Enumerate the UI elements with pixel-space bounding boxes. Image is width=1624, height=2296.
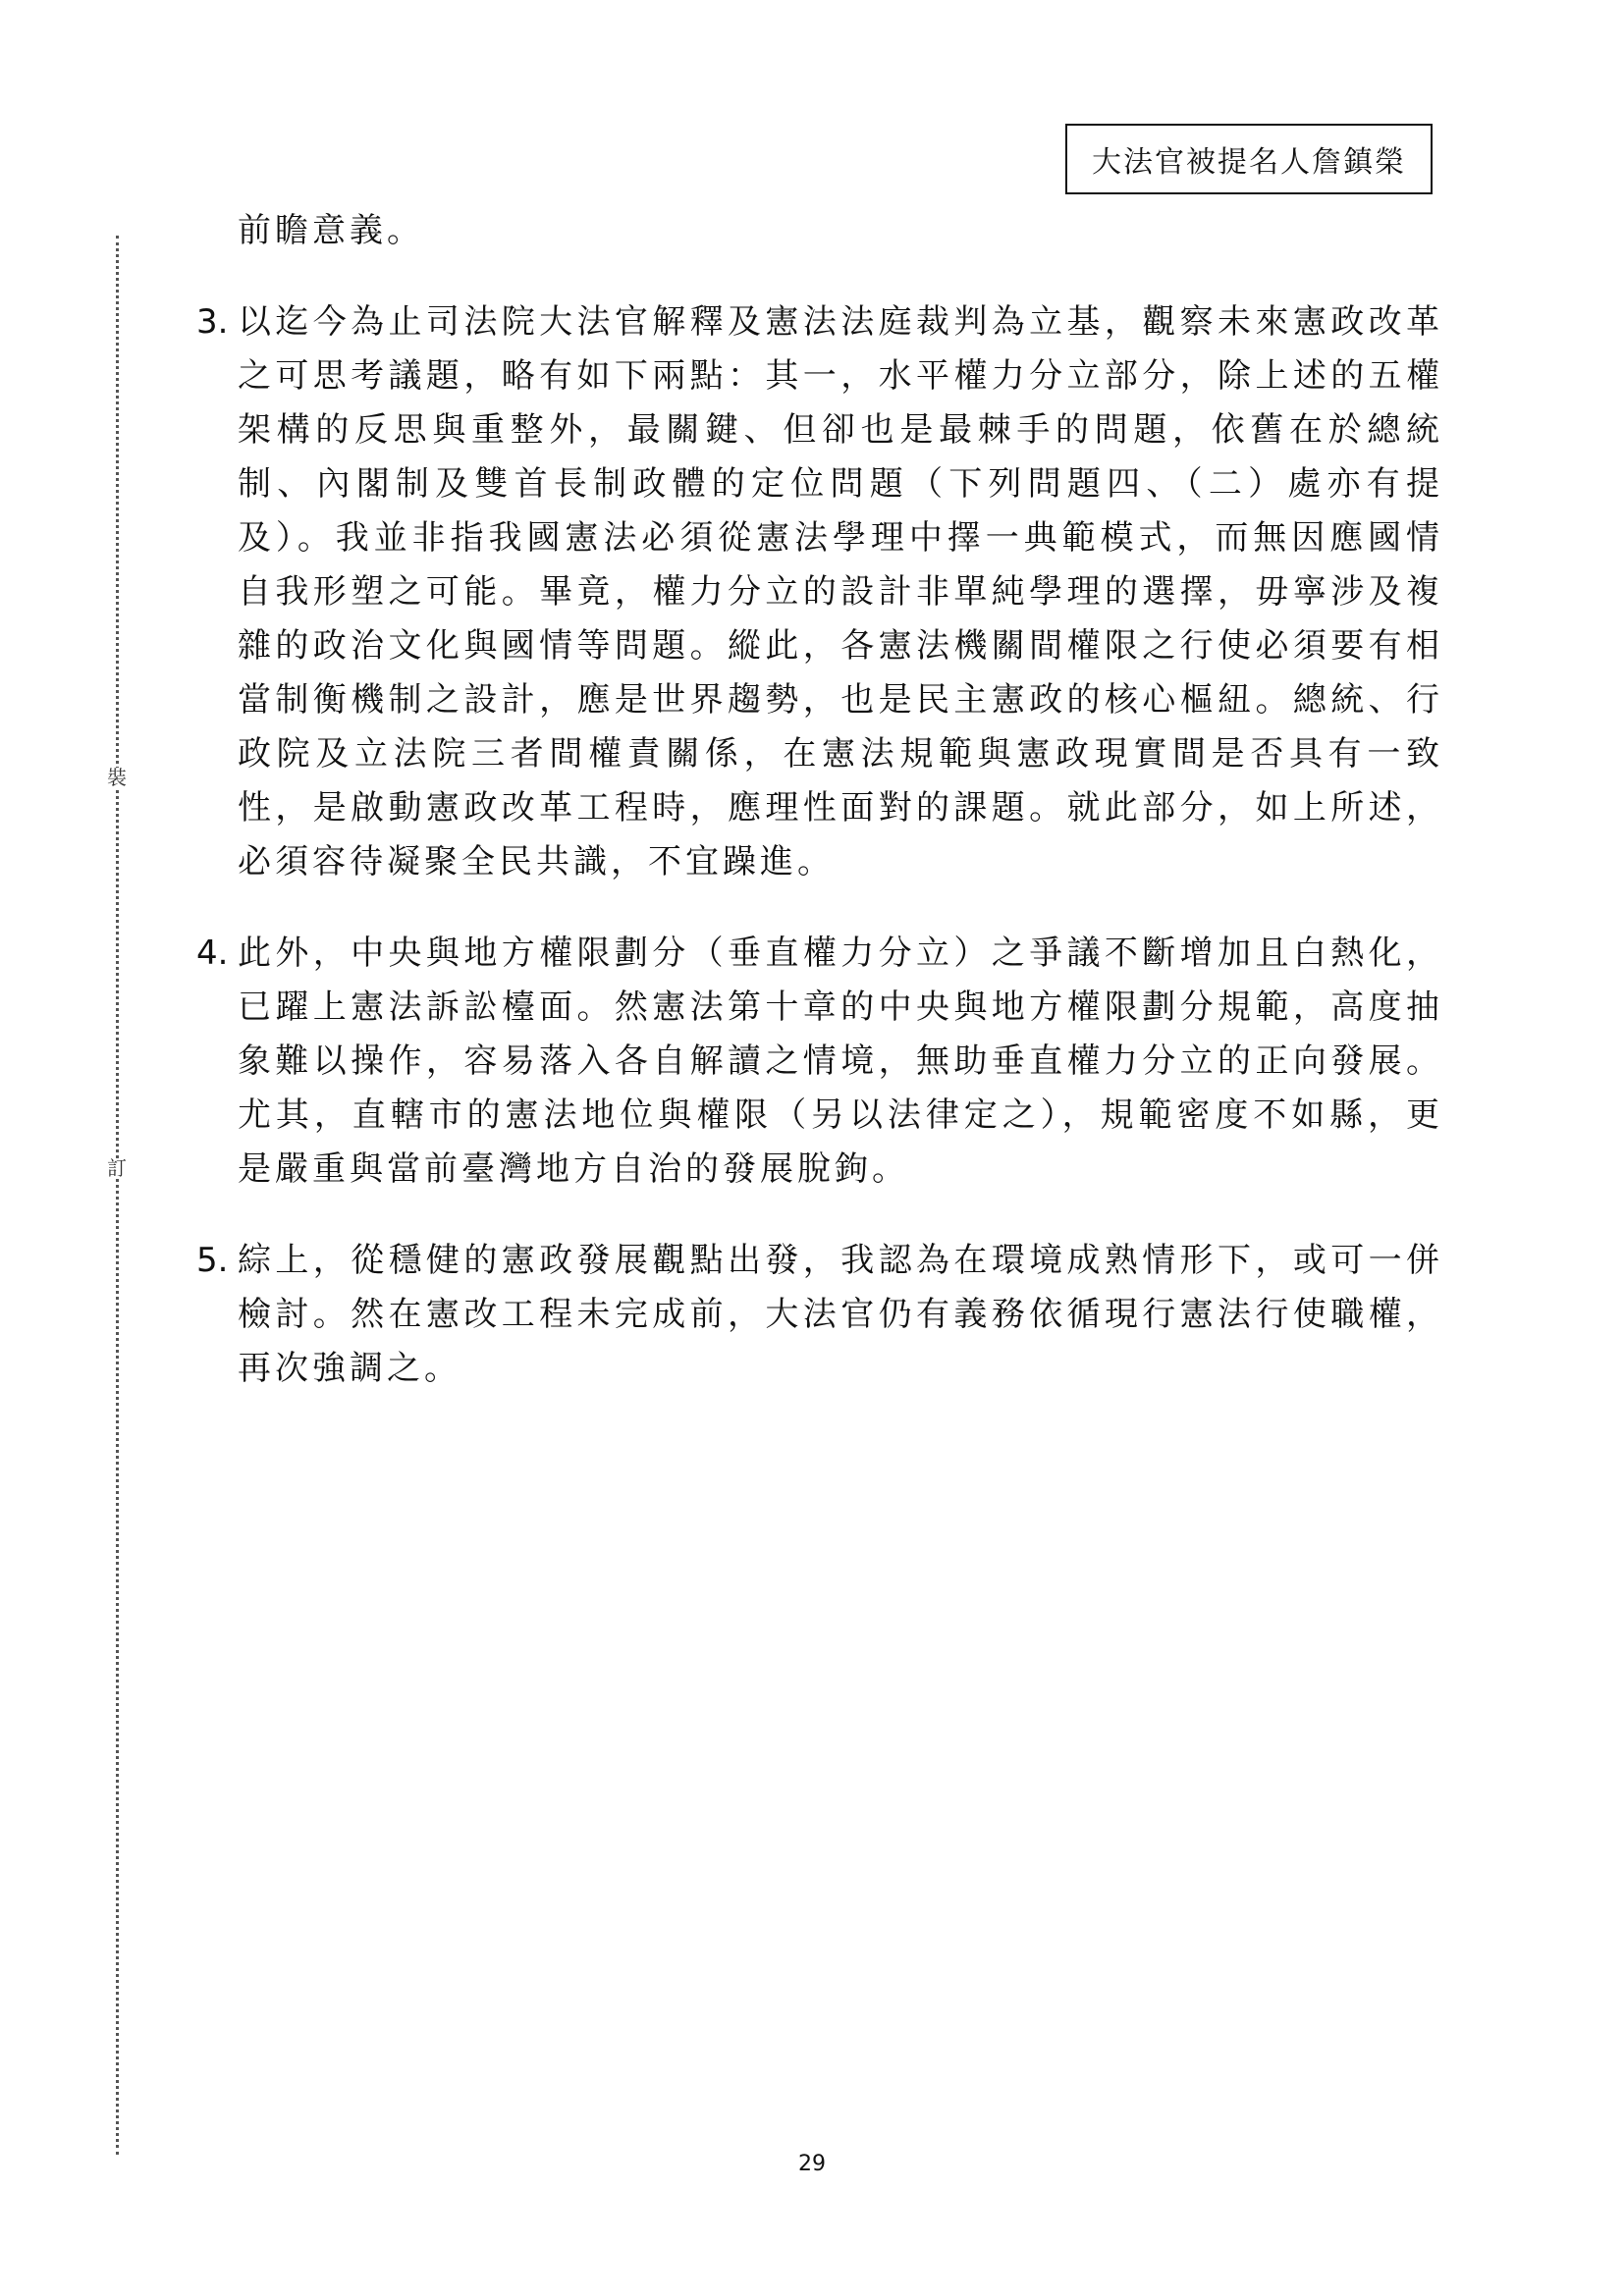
list-item-number: 3. [196,302,229,342]
binding-mark-ding: 訂 [102,1158,132,1178]
document-body [196,204,1443,1396]
binding-mark-zhuang: 裝 [102,768,132,787]
list-item-text: 綜上，從穩健的憲政發展觀點出發，我認為在環境成熟情形下，或可一併檢討。然在憲改工程未完成前，大法官仍有義務依循現行憲法行使職權，再次強調之。 [238,1241,1443,1388]
page-number: 29 [798,2152,826,2176]
list-item-number: 4. [196,934,229,973]
nominee-header-box [1065,124,1433,194]
list-item [196,1234,1443,1396]
list-item-text: 以迄今為止司法院大法官解釋及憲法法庭裁判為立基，觀察未來憲政改革之可思考議題，略有如下兩點：其一，水平權力分立部分，除上述的五權架構的反思與重整外，最關鍵、但卻也是最棘手的問題，依舊在於總統制、內閣制及雙首長制政體的定位問題（下列問題四、（二）處亦有提及）。我並非指我國憲法必須從憲法學理中擇一典範模式，而無因應國情自我形塑之可能。畢竟，權力分立的設計非單純學理的選擇，毋寧涉及複雜的政治文化與國情等問題。縱此，各憲法機關間權限之行使必須要有相當制衡機制之設計，應是世界趨勢，也是民主憲政的核心樞紐。總統、行政院及立法院三者間權責關係，在憲法規範與憲政現實間是否具有一致性，是啟動憲政改革工程時，應理性面對的課題。就此部分，如上所述，必須容待凝聚全民共識，不宜躁進。 [238,302,1443,881]
continuation-paragraph: 前瞻意義。 [238,211,424,250]
binding-dotted-line [116,236,119,2155]
list-item [196,927,1443,1197]
list-item [196,295,1443,889]
nominee-label: 大法官被提名人詹鎮榮 [1092,145,1406,180]
list-item-number: 5. [196,1241,229,1280]
list-item-text: 此外，中央與地方權限劃分（垂直權力分立）之爭議不斷增加且白熱化，已躍上憲法訴訟檯面。然憲法第十章的中央與地方權限劃分規範，高度抽象難以操作，容易落入各自解讀之情境，無助垂直權力分立的正向發展。尤其，直轄市的憲法地位與權限（另以法律定之），規範密度不如縣，更是嚴重與當前臺灣地方自治的發展脫鉤。 [238,934,1443,1189]
